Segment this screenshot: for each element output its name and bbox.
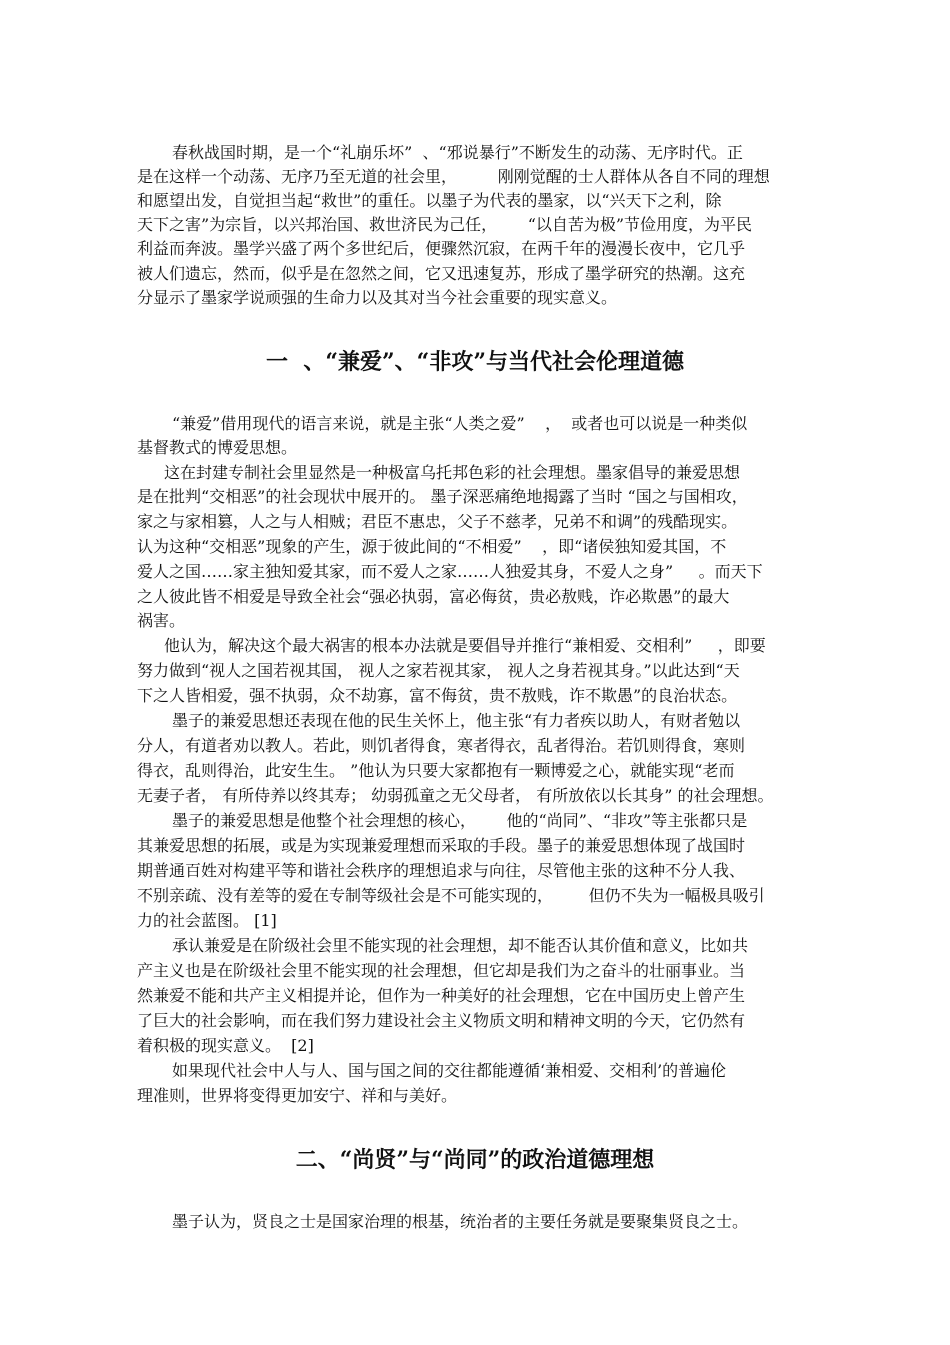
body-line: 分人，有道者劝以教人。若此，则饥者得食，寒者得衣，乱者得治。若饥则得食，寒则 bbox=[137, 736, 746, 755]
body-line: 力的社会蓝图。 [1] bbox=[137, 911, 277, 930]
body-line: 下之人皆相爱，强不执弱，众不劫寡，富不侮贫，贵不敖贱，诈不欺愚”的良治状态。 bbox=[137, 686, 738, 705]
body-line: 努力做到“视人之国若视其国， 视人之家若视其家， 视人之身若视其身。”以此达到“天 bbox=[137, 661, 740, 680]
intro-line: 被人们遗忘，然而，似乎是在忽然之间，它又迅速复苏，形成了墨学研究的热潮。这充 bbox=[137, 264, 746, 283]
body-line: “兼爱”借用现代的语言来说，就是主张“人类之爱” ， 或者也可以说是一种类似 bbox=[172, 414, 748, 433]
body-line: 墨子认为，贤良之士是国家治理的根基，统治者的主要任务就是要聚集贤良之士。 bbox=[172, 1212, 749, 1231]
body-line: 墨子的兼爱思想还表现在他的民生关怀上，他主张“有力者疾以助人，有财者勉以 bbox=[172, 711, 741, 730]
body-line: 祸害。 bbox=[137, 611, 186, 630]
body-line: 之人彼此皆不相爱是导致全社会“强必执弱，富必侮贫，贵必敖贱，诈必欺愚”的最大 bbox=[137, 587, 730, 606]
body-line: 如果现代社会中人与人、国与国之间的交往都能遵循‘兼相爱、交相利’的普遍伦 bbox=[172, 1061, 727, 1080]
body-line: 期普通百姓对构建平等和谐社会秩序的理想追求与向往，尽管他主张的这种不分人我、 bbox=[137, 861, 746, 880]
body-line: 得衣，乱则得治，此安生生。 ”他认为只要大家都抱有一颗博爱之心，就能实现“老而 bbox=[137, 761, 735, 780]
body-line: 爱人之国……家主独知爱其家，而不爱人之家……人独爱其身，不爱人之身” 。而天下 bbox=[137, 562, 763, 581]
body-line: 了巨大的社会影响，而在我们努力建设社会主义物质文明和精神文明的今天，它仍然有 bbox=[137, 1011, 746, 1030]
body-line: 其兼爱思想的拓展，或是为实现兼爱理想而采取的手段。墨子的兼爱思想体现了战国时 bbox=[137, 836, 746, 855]
intro-line: 分显示了墨家学说顽强的生命力以及其对当今社会重要的现实意义。 bbox=[137, 288, 618, 307]
body-line: 他认为，解决这个最大祸害的根本办法就是要倡导并推行“兼相爱、交相利” ，即要 bbox=[164, 636, 766, 655]
body-line: 着积极的现实意义。 [2] bbox=[137, 1036, 314, 1055]
intro-line: 天下之害”为宗旨，以兴邦治国、救世济民为己任， “以自苦为极”节俭用度，为平民 bbox=[137, 215, 753, 234]
section-heading-1: 一 、“兼爱”、“非攻”与当代社会伦理道德 bbox=[266, 349, 684, 375]
body-line: 然兼爱不能和共产主义相提并论，但作为一种美好的社会理想，它在中国历史上曾产生 bbox=[137, 986, 746, 1005]
intro-line: 春秋战国时期，是一个“礼崩乐坏” 、“邪说暴行”不断发生的动荡、无序时代。正 bbox=[172, 143, 743, 162]
body-line: 不别亲疏、没有差等的爱在专制等级社会是不可能实现的， 但仍不失为一幅极具吸引 bbox=[137, 886, 765, 905]
intro-line: 和愿望出发，自觉担当起“救世”的重任。以墨子为代表的墨家，以“兴天下之利，除 bbox=[137, 191, 722, 210]
body-line: 家之与家相篡，人之与人相贼；君臣不惠忠，父子不慈孝，兄弟不和调”的残酷现实。 bbox=[137, 512, 738, 531]
body-line: 是在批判“交相恶”的社会现状中展开的。 墨子深恶痛绝地揭露了当时 “国之与国相攻， bbox=[137, 487, 748, 506]
body-line: 基督教式的博爱思想。 bbox=[137, 438, 298, 457]
body-line: 承认兼爱是在阶级社会里不能实现的社会理想，却不能否认其价值和意义，比如共 bbox=[172, 936, 749, 955]
body-line: 产主义也是在阶级社会里不能实现的社会理想，但它却是我们为之奋斗的壮丽事业。当 bbox=[137, 961, 746, 980]
intro-line: 是在这样一个动荡、无序乃至无道的社会里， 刚刚觉醒的士人群体从各自不同的理想 bbox=[137, 167, 770, 186]
body-line: 无妻子者， 有所侍养以终其寿； 幼弱孤童之无父母者， 有所放依以长其身” 的社会理想。 bbox=[137, 786, 774, 805]
body-line: 这在封建专制社会里显然是一种极富乌托邦色彩的社会理想。墨家倡导的兼爱思想 bbox=[164, 463, 741, 482]
section-heading-2: 二、“尚贤”与“尚同”的政治道德理想 bbox=[295, 1147, 655, 1173]
body-line: 认为这种“交相恶”现象的产生，源于彼此间的“不相爱” ，即“诸侯独知爱其国，不 bbox=[137, 537, 727, 556]
body-line: 理准则，世界将变得更加安宁、祥和与美好。 bbox=[137, 1086, 458, 1105]
body-line: 墨子的兼爱思想是他整个社会理想的核心， 他的“尚同”、“非攻”等主张都只是 bbox=[172, 811, 748, 830]
intro-line: 利益而奔波。墨学兴盛了两个多世纪后，便骤然沉寂，在两千年的漫漫长夜中，它几乎 bbox=[137, 239, 746, 258]
